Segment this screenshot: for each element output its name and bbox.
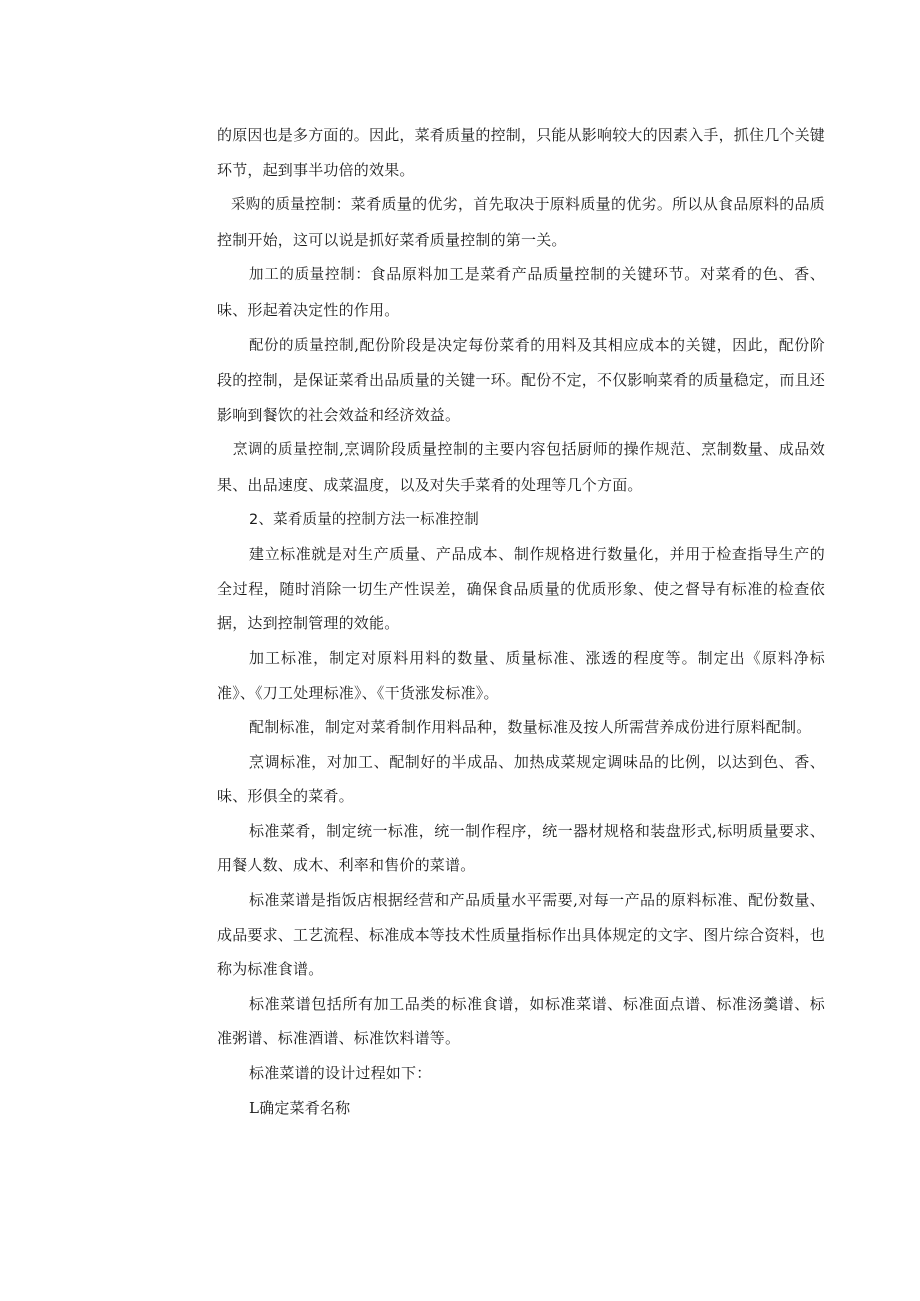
paragraph-text: 控制：菜肴质量的优劣，首先取决于原料质量的优劣。所以从食品原料的品质控制开始，这可以说是抓好菜肴质量控制的第一关。 [217, 195, 826, 249]
list-item: L确定菜肴名称 [249, 1098, 351, 1117]
paragraph-preparation-standard: 配制标准，制定对菜肴制作用料品种，数量标准及按人所需营养成份进行原料配制。 [249, 718, 812, 737]
paragraph-standard-dishes: 标准菜肴，制定统一标准，统一制作程序，统一器材规格和装盘形式,标明质量要求、用餐人数、成木、利率和售价的菜谱。 [217, 821, 825, 875]
paragraph-standard-recipe-scope: 标准菜谱包括所有加工品类的标准食谱，如标准菜谱、标准面点谱、标准汤羹谱、标准粥谱、标准酒谱、标准饮料谱等。 [217, 994, 825, 1048]
document-body [217, 118, 825, 1125]
paragraph-processing-quality [217, 257, 825, 327]
paragraph-intro: 的原因也是多方面的。因此，菜肴质量的控制，只能从影响较大的因素入手，抓住几个关键环节，起到事半功倍的效果。 [217, 126, 826, 179]
paragraph-design-process: 标准菜谱的设计过程如下： [249, 1064, 432, 1083]
section-heading: 2、菜肴质量的控制方法一标准控制 [249, 511, 479, 528]
paragraph-cooking-quality [217, 432, 825, 502]
paragraph-text: 食品原料加工是菜肴产品质量控制的关键环节。对菜肴的色、香、味、形起着决定性的作用。 [217, 265, 825, 319]
paragraph-lead: 采购的质量 [231, 197, 305, 214]
paragraph-text: 控制,烹调阶段质量控制的主要内容包括厨师的操作规范、烹制数量、成品效果、出品速度、成菜温度，以及对失手菜肴的处理等几个方面。 [217, 440, 826, 494]
paragraph-lead: 配份的质量控制 [249, 337, 355, 354]
paragraph-purchasing-quality [217, 187, 825, 257]
paragraph-lead: 烹调的质量 [233, 442, 309, 459]
paragraph-standards-intro: 建立标准就是对生产质量、产品成本、制作规格进行数量化，并用于检查指导生产的全过程，随时消除一切生产性误差，确保食品质量的优质形象、使之督导有标准的检查依据，达到控制管理的效能。 [217, 545, 825, 633]
paragraph-cooking-standard: 烹调标准，对加工、配制好的半成品、加热成菜规定调味品的比例，以达到色、香、味、形俱全的菜肴。 [217, 752, 825, 806]
paragraph-lead: 加工的质量控制： [249, 267, 371, 284]
paragraph-portioning-quality [217, 328, 825, 433]
paragraph-text: ,配份阶段是决定每份菜肴的用料及其相应成本的关键，因此，配份阶段的控制，是保证菜肴出品质量的关键一环。配份不定，不仅影响菜肴的质量稳定，而且还影响到餐饮的社会效益和经济效益。 [217, 335, 826, 424]
paragraph-standard-recipe-definition: 标准菜谱是指饭店根据经营和产品质量水平需要,对每一产品的原料标准、配份数量、成品要求、工艺流程、标准成本等技术性质量指标作出具体规定的文字、图片综合资料，也称为标准食谱。 [217, 891, 826, 979]
paragraph-processing-standard: 加工标准，制定对原料用料的数量、质量标准、涨透的程度等。制定出《原料净标准》、《刀工处理标准》、《干货涨发标准》。 [217, 648, 825, 702]
